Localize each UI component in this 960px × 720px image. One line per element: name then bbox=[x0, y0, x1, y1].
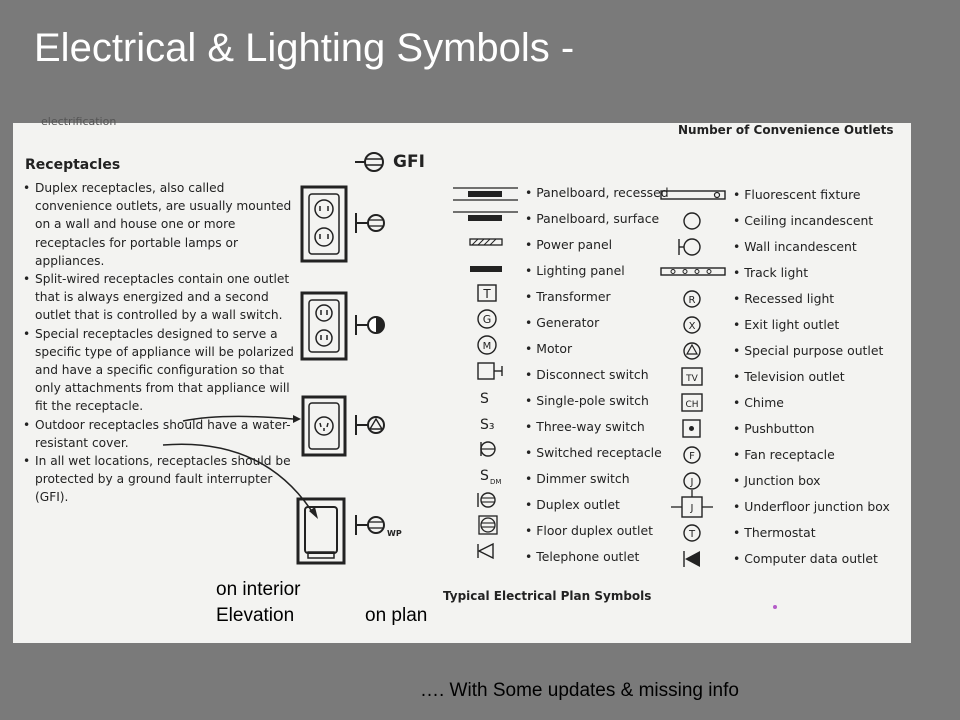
symbol-label: • Ceiling incandescent bbox=[733, 208, 890, 234]
dimmer-letter: S bbox=[480, 468, 489, 484]
weatherproof-outlet-plan-icon bbox=[354, 515, 390, 535]
scanned-textbook-page bbox=[13, 115, 911, 643]
pointer-arrows bbox=[163, 413, 333, 523]
plan-symbols-caption: Typical Electrical Plan Symbols bbox=[443, 589, 652, 603]
receptacle-bullet: • Outdoor receptacles should have a water-resistant cover. bbox=[21, 416, 296, 452]
receptacle-bullet: • Duplex receptacles, also called convenience outlets, are usually mounted on a wall and house one or more receptacles for portable lamps or appliances. bbox=[21, 179, 296, 270]
symbol-label: • Three-way switch bbox=[525, 414, 669, 440]
symbol-label: • Track light bbox=[733, 260, 890, 286]
symbol-label: • Television outlet bbox=[733, 364, 890, 390]
tv-letter: TV bbox=[686, 374, 698, 384]
symbol-label: • Transformer bbox=[525, 284, 669, 310]
gfi-label: GFI bbox=[393, 152, 425, 172]
bleed-through-text bbox=[593, 143, 673, 157]
symbol-label: • Fan receptacle bbox=[733, 442, 890, 468]
slide-title: Electrical & Lighting Symbols - bbox=[34, 26, 575, 70]
symbol-label: • Duplex outlet bbox=[525, 492, 669, 518]
annotation-on-plan: on plan bbox=[365, 605, 428, 626]
symbol-label: • Recessed light bbox=[733, 286, 890, 312]
transformer-letter: T bbox=[483, 287, 491, 301]
three-way-letter: S₃ bbox=[480, 417, 495, 433]
symbol-label: • Underfloor junction box bbox=[733, 494, 890, 520]
symbol-label: • Power panel bbox=[525, 232, 669, 258]
receptacle-bullet: • In all wet locations, receptacles should be protected by a ground fault interrupter (GFI). bbox=[21, 452, 296, 507]
stray-mark bbox=[773, 605, 777, 609]
duplex-outlet-plan-icon bbox=[354, 213, 390, 233]
symbol-label: • Lighting panel bbox=[525, 258, 669, 284]
symbol-label: • Fluorescent fixture bbox=[733, 182, 890, 208]
outlets-heading: Number of Convenience Outlets bbox=[678, 123, 894, 137]
special-outlet-plan-icon bbox=[354, 415, 390, 435]
underfloor-letter: J bbox=[690, 503, 694, 514]
slide-footer-note: …. With Some updates & missing info bbox=[420, 680, 739, 701]
single-pole-letter: S bbox=[480, 391, 489, 407]
recessed-letter: R bbox=[688, 295, 696, 306]
symbol-label: • Disconnect switch bbox=[525, 362, 669, 388]
symbol-label: • Generator bbox=[525, 310, 669, 336]
top-note: electrification bbox=[41, 115, 117, 128]
thermostat-letter: T bbox=[688, 529, 696, 540]
annotation-interior-line2: Elevation bbox=[216, 605, 295, 626]
chime-letter: CH bbox=[685, 400, 699, 410]
plan-symbol-icons-left bbox=[448, 180, 523, 570]
generator-letter: G bbox=[482, 313, 492, 326]
motor-letter: M bbox=[482, 341, 492, 352]
symbol-label: • Wall incandescent bbox=[733, 234, 890, 260]
symbol-label: • Switched receptacle bbox=[525, 440, 669, 466]
receptacle-bullet: • Special receptacles designed to serve a specific type of appliance will be polarized and have a specific configuration so that only attachments from that appliance will fit the receptacle. bbox=[21, 325, 296, 416]
symbol-label: • Thermostat bbox=[733, 520, 890, 546]
dimmer-subscript: DM bbox=[490, 478, 502, 486]
receptacle-bullet: • Split-wired receptacles contain one outlet that is always energized and a second outlet that is controlled by a wall switch. bbox=[21, 270, 296, 325]
exit-letter: X bbox=[688, 321, 696, 332]
plan-symbol-icons-right bbox=[653, 182, 733, 572]
split-wired-receptacle-elevation-icon bbox=[300, 291, 348, 361]
symbol-label: • Pushbutton bbox=[733, 416, 890, 442]
fan-letter: F bbox=[689, 451, 695, 462]
symbol-label: • Special purpose outlet bbox=[733, 338, 890, 364]
symbol-label: • Dimmer switch bbox=[525, 466, 669, 492]
symbol-label: • Exit light outlet bbox=[733, 312, 890, 338]
split-wired-plan-icon bbox=[354, 315, 390, 335]
wp-label: WP bbox=[387, 529, 402, 538]
plan-symbols-list-right bbox=[733, 182, 890, 572]
symbol-label: • Motor bbox=[525, 336, 669, 362]
receptacles-heading: Receptacles bbox=[25, 157, 121, 173]
duplex-receptacle-elevation-icon bbox=[300, 185, 348, 263]
symbol-label: • Junction box bbox=[733, 468, 890, 494]
symbol-label: • Chime bbox=[733, 390, 890, 416]
symbol-label: • Floor duplex outlet bbox=[525, 518, 669, 544]
symbol-label: • Computer data outlet bbox=[733, 546, 890, 572]
symbol-label: • Telephone outlet bbox=[525, 544, 669, 570]
junction-letter: J bbox=[690, 477, 694, 488]
annotation-interior-elevation bbox=[216, 577, 301, 629]
annotation-interior-line1: on interior bbox=[216, 579, 301, 600]
symbol-label: • Panelboard, recessed bbox=[525, 180, 669, 206]
plan-symbols-list-left bbox=[525, 180, 669, 570]
symbol-label: • Single-pole switch bbox=[525, 388, 669, 414]
symbol-label: • Panelboard, surface bbox=[525, 206, 669, 232]
